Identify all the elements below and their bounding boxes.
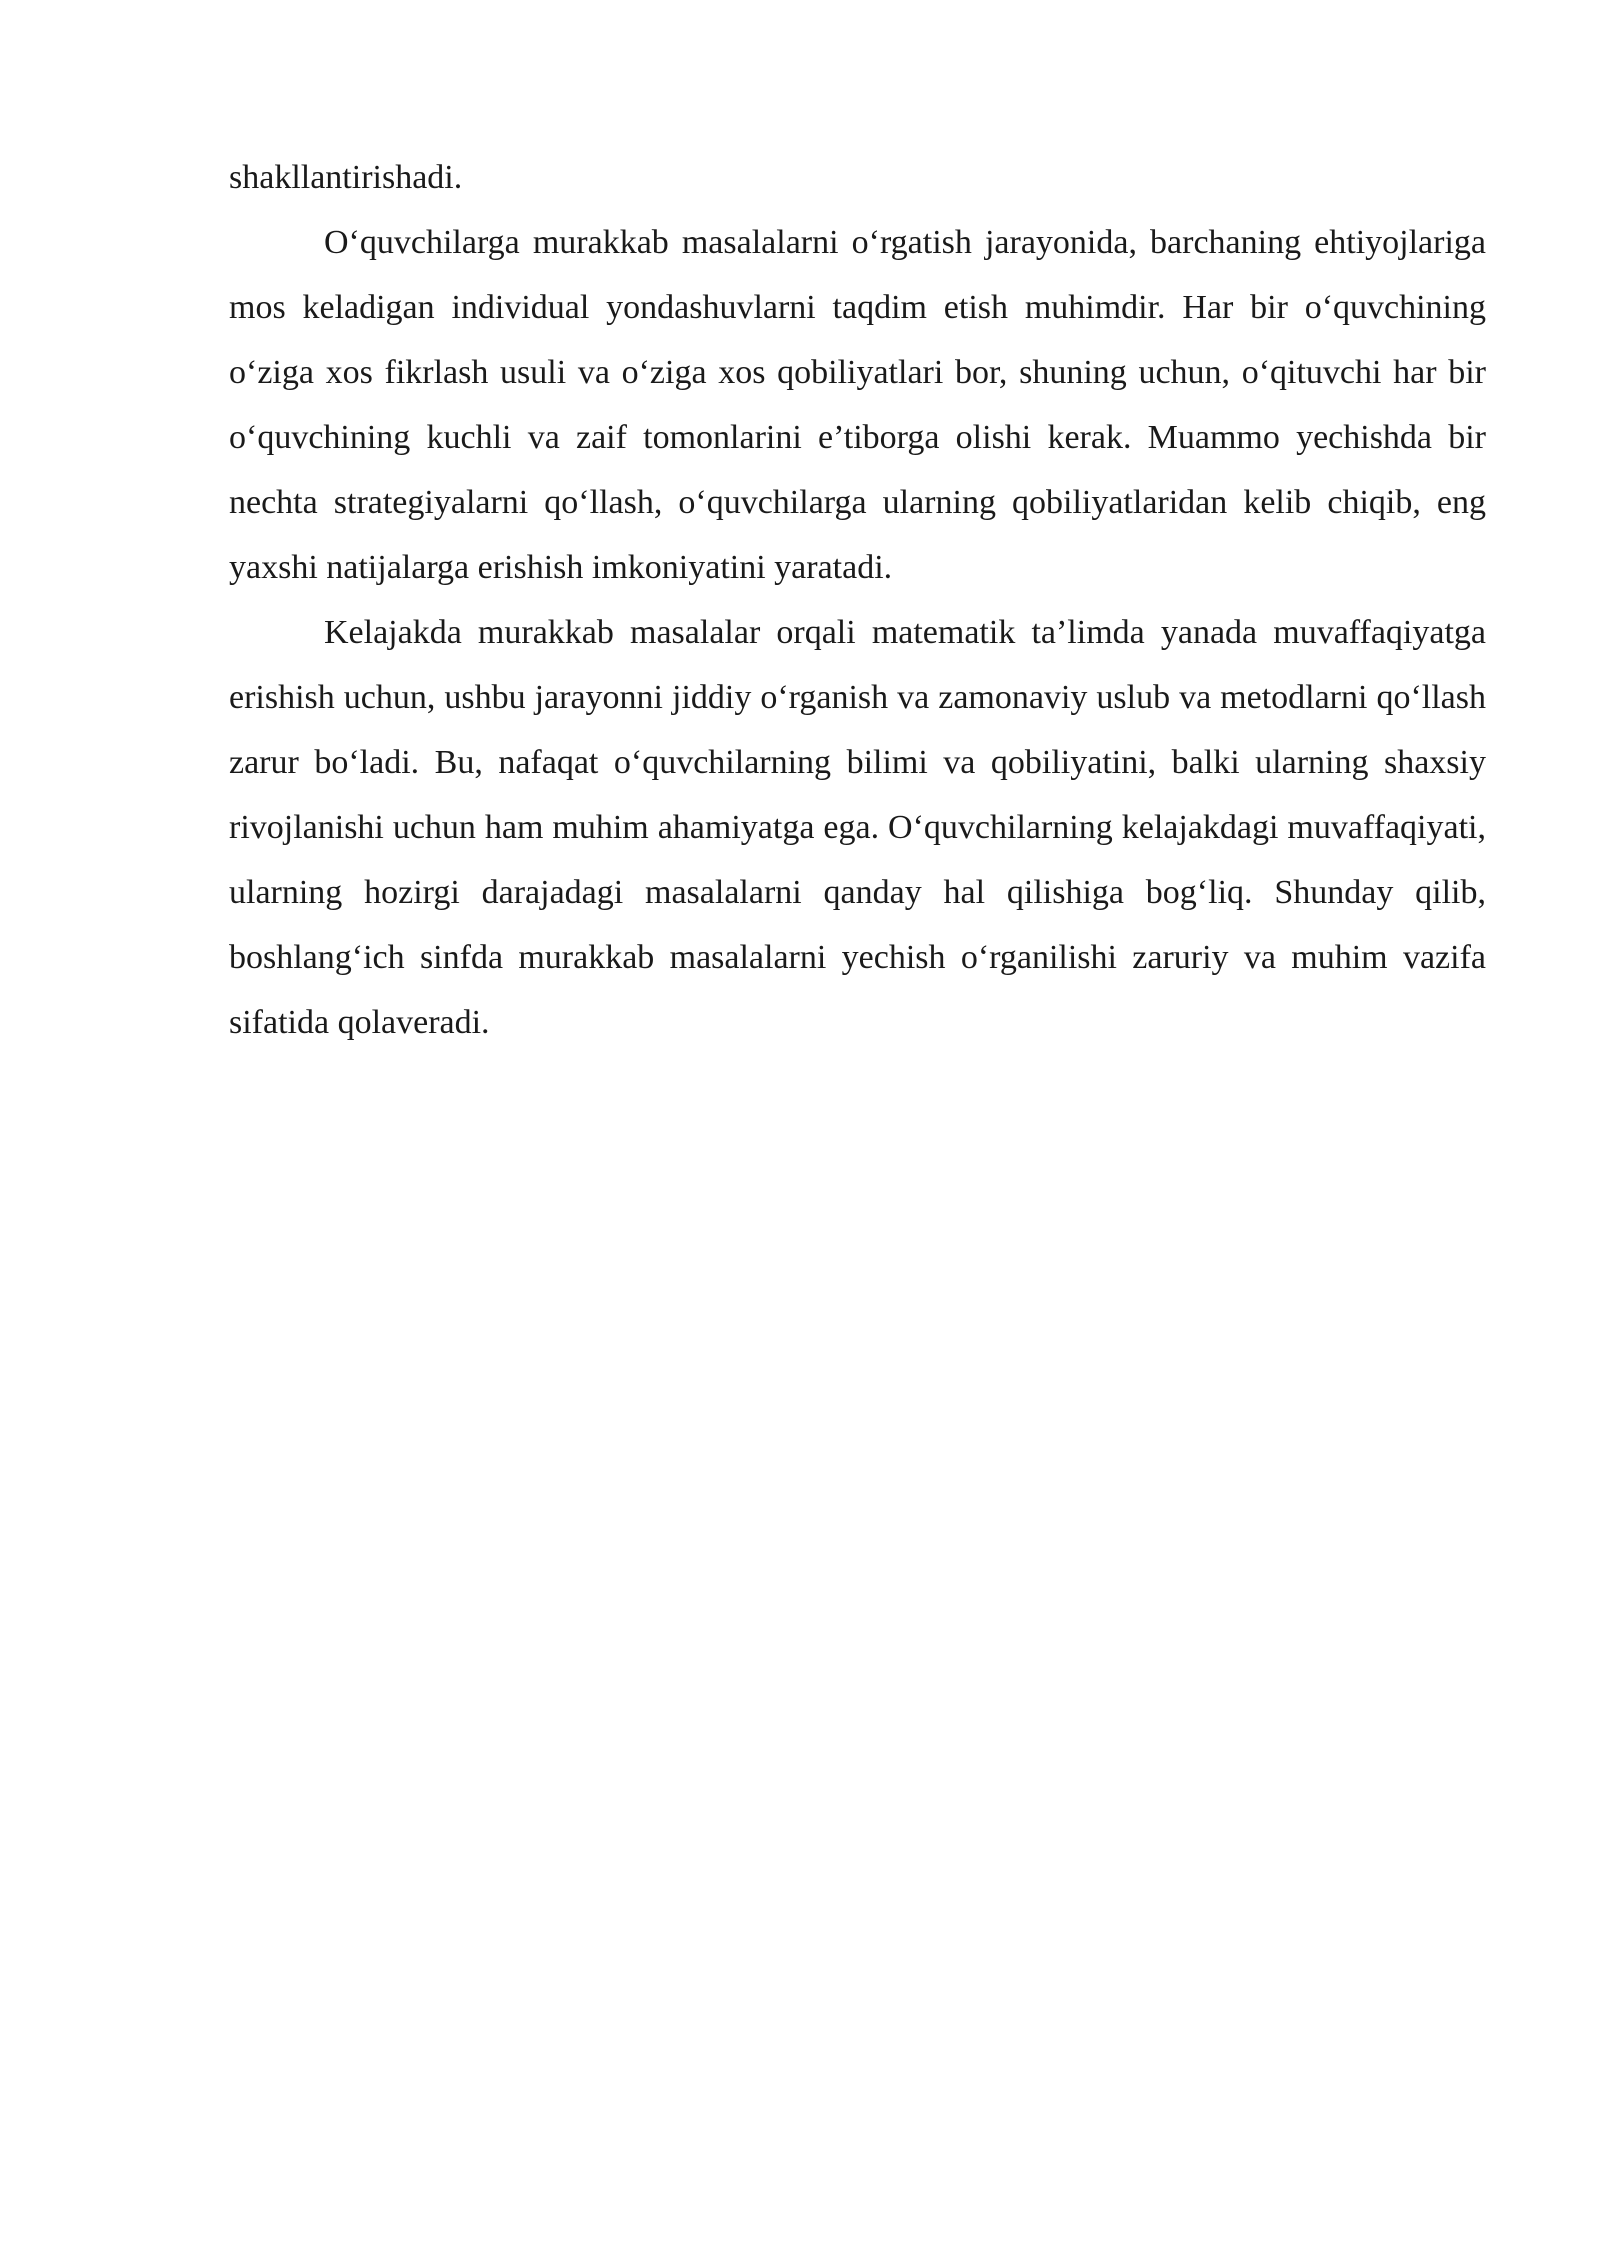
paragraph-individual-approach: O‘quvchilarga murakkab masalalarni o‘rgatish jarayonida, barchaning ehtiyojlariga mos keladigan individual yondashuvlarni taqdim etish muhimdir. Har bir o‘quvchining o‘ziga xos fikrlash usuli va o‘ziga xos qobiliyatlari bor, shuning uchun, o‘qituvchi har bir o‘quvchining kuchli va zaif tomonlarini e’tiborga olishi kerak. Muammo yechishda bir nechta strategiyalarni qo‘llash, o‘quvchilarga ularning qobiliyatlaridan kelib chiqib, eng yaxshi natijalarga erishish imkoniyatini yaratadi. [229, 224, 1486, 586]
paragraph-continuation: shakllantirishadi. [229, 159, 463, 196]
body-text [229, 145, 1486, 1055]
paragraph-future-success: Kelajakda murakkab masalalar orqali matematik ta’limda yanada muvaffaqiyatga erishish uchun, ushbu jarayonni jiddiy o‘rganish va zamonaviy uslub va metodlarni qo‘llash zarur bo‘ladi. Bu, nafaqat o‘quvchilarning bilimi va qobiliyatini, balki ularning shaxsiy rivojlanishi uchun ham muhim ahamiyatga ega. O‘quvchilarning kelajakdagi muvaffaqiyati, ularning hozirgi darajadagi masalalarni qanday hal qilishiga bog‘liq. Shunday qilib, boshlang‘ich sinfda murakkab masalalarni yechish o‘rganilishi zaruriy va muhim vazifa sifatida qolaveradi. [229, 614, 1486, 1041]
